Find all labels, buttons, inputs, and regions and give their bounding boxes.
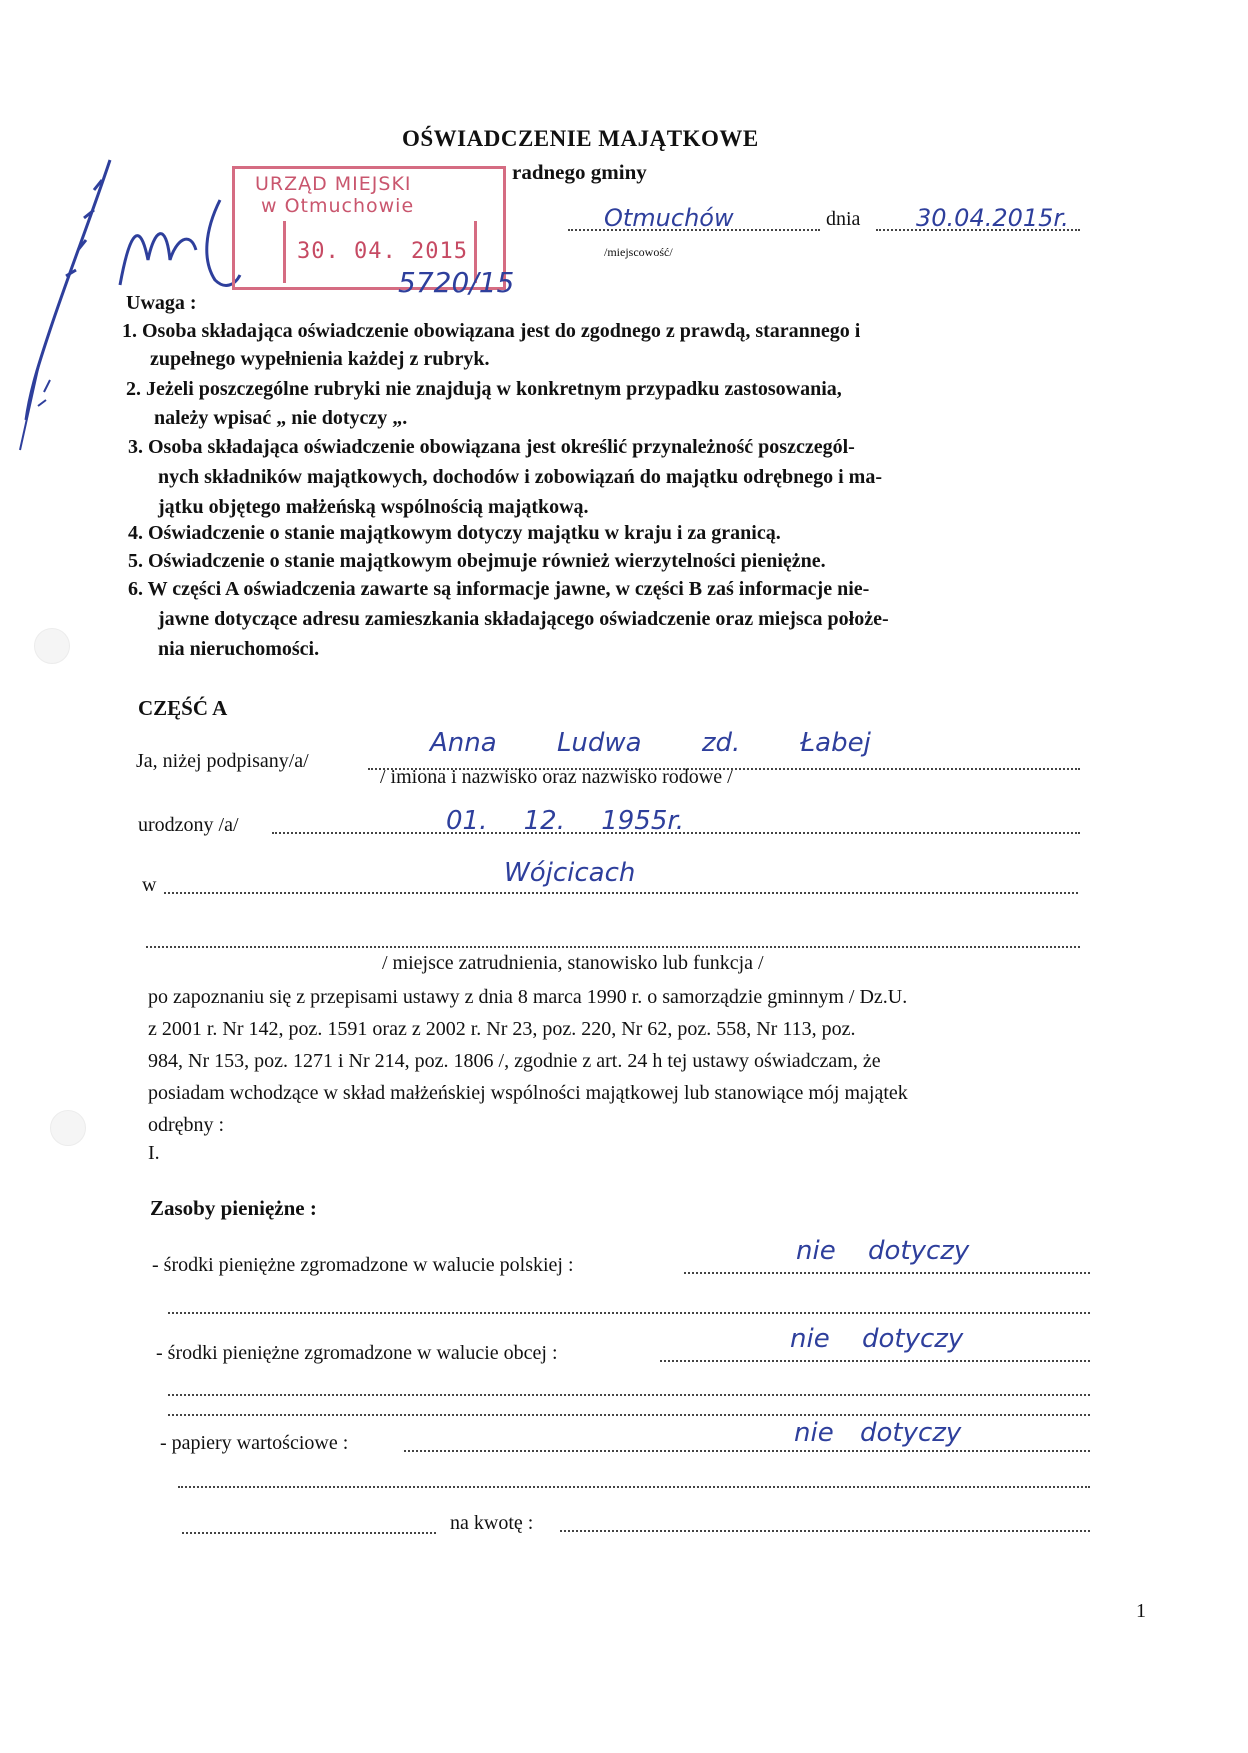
employment-dotted-line	[146, 946, 1080, 948]
statement-line: po zapoznaniu się z przepisami ustawy z dnia 8 marca 1990 r. o samorządzie gminnym / Dz.U.	[148, 986, 908, 1008]
in-dotted-line	[164, 892, 1078, 894]
signed-handwritten: Anna Ludwa zd. Łabej	[430, 728, 871, 758]
statement-line: odrębny :	[148, 1114, 225, 1136]
stamp-subtitle: w Otmuchowie	[261, 195, 415, 217]
note-line: zupełnego wypełnienia każdej z rubryk.	[150, 348, 490, 370]
date-handwritten: 30.04.2015r.	[916, 204, 1069, 232]
foreign-currency-dotted-line	[660, 1360, 1090, 1362]
polish-currency-dotted-line-2	[168, 1312, 1090, 1314]
note-line: jawne dotyczące adresu zamieszkania składającego oświadczenie oraz miejsca położe-	[158, 608, 889, 630]
polish-currency-handwritten: nie dotyczy	[796, 1236, 970, 1266]
document-title: OŚWIADCZENIE MAJĄTKOWE	[402, 126, 759, 151]
polish-currency-dotted-line	[684, 1272, 1090, 1274]
note-line: 6. W części A oświadczenia zawarte są informacje jawne, w części B zaś informacje nie-	[128, 578, 870, 600]
note-line: 3. Osoba składająca oświadczenie obowiązana jest określić przynależność poszczegól-	[128, 436, 855, 458]
signed-label: Ja, niżej podpisany/a/	[136, 750, 309, 772]
note-line: 5. Oświadczenie o stanie majątkowym obejmuje również wierzytelności pieniężne.	[128, 550, 826, 572]
in-label: w	[142, 874, 157, 896]
note-line: 4. Oświadczenie o stanie majątkowym dotyczy majątku w kraju i za granicą.	[128, 522, 781, 544]
notes-heading: Uwaga :	[126, 292, 197, 314]
foreign-currency-label: - środki pieniężne zgromadzone w walucie obcej :	[156, 1342, 558, 1364]
part-a-heading: CZĘŚĆ A	[138, 696, 228, 720]
polish-currency-label: - środki pieniężne zgromadzone w walucie polskiej :	[152, 1254, 574, 1276]
statement-line: z 2001 r. Nr 142, poz. 1591 oraz z 2002 r. Nr 23, poz. 220, Nr 62, poz. 558, Nr 113, poz.	[148, 1018, 856, 1040]
amount-label: na kwotę :	[450, 1512, 534, 1534]
securities-dotted-line-2	[178, 1486, 1090, 1488]
born-label: urodzony /a/	[138, 814, 239, 836]
page-number: 1	[1136, 1600, 1146, 1622]
note-line: nych składników majątkowych, dochodów i zobowiązań do majątku odrębnego i ma-	[158, 466, 882, 488]
note-line: jątku objętego małżeńską wspólnością majątkową.	[158, 496, 589, 518]
punch-hole-bottom	[50, 1110, 86, 1146]
stamp-date: 30. 04. 2015	[297, 239, 468, 264]
statement-line: 984, Nr 153, poz. 1271 i Nr 214, poz. 1806 /, zgodnie z art. 24 h tej ustawy oświadczam, że	[148, 1050, 881, 1072]
date-label: dnia	[826, 208, 861, 230]
securities-label: - papiery wartościowe :	[160, 1432, 349, 1454]
statement-line: posiadam wchodzące w skład małżeńskiej wspólności majątkowej lub stanowiące mój majątek	[148, 1082, 908, 1104]
in-handwritten: Wójcicach	[504, 858, 636, 888]
amount-lead-dotted-line	[182, 1532, 436, 1534]
foreign-currency-dotted-line-2	[168, 1394, 1090, 1396]
foreign-currency-handwritten: nie dotyczy	[790, 1324, 964, 1354]
note-line: należy wpisać „ nie dotyczy „.	[154, 407, 408, 429]
born-handwritten: 01. 12. 1955r.	[446, 806, 684, 836]
place-caption: /miejscowość/	[604, 245, 673, 259]
stamp-reference-handwritten: 5720/15	[398, 266, 515, 299]
amount-dotted-line	[560, 1530, 1090, 1532]
stamp-title: URZĄD MIEJSKI	[255, 173, 412, 195]
employment-caption: / miejsce zatrudnienia, stanowisko lub funkcja /	[382, 952, 764, 974]
note-line: 2. Jeżeli poszczególne rubryki nie znajdują w konkretnym przypadku zastosowania,	[126, 378, 842, 400]
assets-heading: Zasoby pieniężne :	[150, 1196, 317, 1220]
note-line: nia nieruchomości.	[158, 638, 320, 660]
document-subtitle: radnego gminy	[512, 160, 647, 184]
punch-hole-top	[34, 628, 70, 664]
section-number: I.	[148, 1142, 160, 1164]
note-line: 1. Osoba składająca oświadczenie obowiązana jest do zgodnego z prawdą, starannego i	[122, 320, 861, 342]
foreign-currency-dotted-line-3	[168, 1414, 1090, 1416]
signed-caption: / imiona i nazwisko oraz nazwisko rodowe /	[380, 766, 733, 788]
securities-handwritten: nie dotyczy	[794, 1418, 962, 1448]
place-handwritten: Otmuchów	[604, 204, 734, 232]
securities-dotted-line	[404, 1450, 1090, 1452]
